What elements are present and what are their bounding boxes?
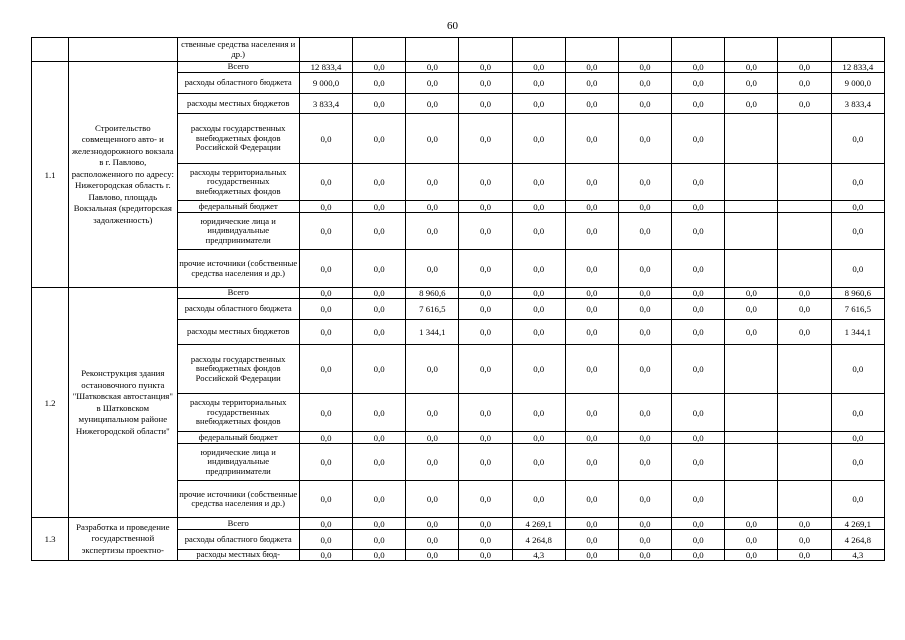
value-cell: 0,0 (565, 320, 618, 345)
value-cell: 0,0 (353, 94, 406, 114)
value-cell: 0,0 (618, 444, 671, 481)
value-cell: 4,3 (831, 550, 884, 561)
page-number: 60 (447, 20, 458, 32)
value-cell: 0,0 (831, 213, 884, 250)
value-cell: 0,0 (565, 62, 618, 73)
value-cell (725, 201, 778, 213)
value-cell: 0,0 (353, 444, 406, 481)
value-cell: 0,0 (353, 299, 406, 320)
value-cell: 0,0 (299, 518, 352, 530)
value-cell: 12 833,4 (831, 62, 884, 73)
value-cell: 0,0 (353, 114, 406, 164)
table-row (32, 38, 885, 62)
section-name: Реконструкция здания остановочного пункта "Шатковская автостанция" в Шатковском муниципальном районе Нижегородской области" (69, 288, 177, 518)
value-cell: 0,0 (353, 201, 406, 213)
source-label: прочие источники (собственные средства населения и др.) (177, 250, 299, 288)
table-row (32, 62, 885, 73)
value-cell: 0,0 (565, 250, 618, 288)
value-cell: 0,0 (672, 394, 725, 432)
value-cell: 0,0 (353, 481, 406, 518)
value-cell: 0,0 (618, 164, 671, 201)
value-cell: 0,0 (512, 299, 565, 320)
value-cell: 0,0 (459, 530, 512, 550)
value-cell: 0,0 (778, 320, 831, 345)
value-cell: 0,0 (299, 432, 352, 444)
value-cell (353, 38, 406, 62)
value-cell: 0,0 (565, 94, 618, 114)
value-cell (512, 38, 565, 62)
value-cell: 0,0 (299, 345, 352, 394)
value-cell: 0,0 (618, 73, 671, 94)
value-cell: 0,0 (618, 481, 671, 518)
value-cell: 0,0 (512, 94, 565, 114)
value-cell (778, 164, 831, 201)
value-cell: 0,0 (406, 345, 459, 394)
value-cell: 0,0 (565, 288, 618, 299)
value-cell: 0,0 (299, 444, 352, 481)
value-cell (725, 345, 778, 394)
value-cell: 0,0 (672, 481, 725, 518)
value-cell: 0,0 (672, 62, 725, 73)
value-cell: 0,0 (512, 73, 565, 94)
value-cell (778, 481, 831, 518)
value-cell: 0,0 (618, 62, 671, 73)
value-cell: 0,0 (459, 250, 512, 288)
value-cell: 0,0 (459, 432, 512, 444)
value-cell: 0,0 (512, 345, 565, 394)
source-label: расходы государственных внебюджетных фондов Российской Федерации (177, 345, 299, 394)
value-cell: 0,0 (299, 114, 352, 164)
value-cell: 0,0 (725, 320, 778, 345)
value-cell: 0,0 (512, 201, 565, 213)
value-cell: 0,0 (725, 62, 778, 73)
value-cell: 0,0 (778, 73, 831, 94)
value-cell: 4 269,1 (831, 518, 884, 530)
value-cell: 0,0 (565, 201, 618, 213)
value-cell: 0,0 (831, 201, 884, 213)
value-cell (725, 213, 778, 250)
value-cell: 0,0 (406, 481, 459, 518)
value-cell: 0,0 (831, 432, 884, 444)
value-cell: 0,0 (512, 213, 565, 250)
value-cell (406, 38, 459, 62)
value-cell: 0,0 (565, 530, 618, 550)
value-cell: 0,0 (565, 164, 618, 201)
value-cell: 0,0 (672, 550, 725, 561)
value-cell: 0,0 (353, 432, 406, 444)
source-label: Всего (177, 62, 299, 73)
value-cell: 0,0 (406, 444, 459, 481)
value-cell: 0,0 (353, 518, 406, 530)
value-cell: 0,0 (299, 550, 352, 561)
value-cell: 9 000,0 (299, 73, 352, 94)
value-cell: 4 269,1 (512, 518, 565, 530)
value-cell: 0,0 (725, 73, 778, 94)
value-cell: 0,0 (406, 250, 459, 288)
value-cell: 0,0 (353, 550, 406, 561)
value-cell: 0,0 (459, 320, 512, 345)
value-cell: 0,0 (299, 250, 352, 288)
value-cell: 0,0 (778, 550, 831, 561)
value-cell: 0,0 (353, 62, 406, 73)
value-cell: 0,0 (725, 518, 778, 530)
value-cell: 0,0 (353, 250, 406, 288)
value-cell (725, 164, 778, 201)
value-cell: 0,0 (459, 288, 512, 299)
value-cell: 12 833,4 (299, 62, 352, 73)
value-cell: 0,0 (512, 320, 565, 345)
value-cell: 0,0 (299, 201, 352, 213)
value-cell: 8 960,6 (406, 288, 459, 299)
value-cell: 0,0 (831, 164, 884, 201)
value-cell: 0,0 (406, 94, 459, 114)
value-cell (725, 432, 778, 444)
source-label: федеральный бюджет (177, 201, 299, 213)
value-cell: 0,0 (725, 94, 778, 114)
value-cell (778, 201, 831, 213)
value-cell: 0,0 (406, 164, 459, 201)
value-cell: 0,0 (406, 550, 459, 561)
source-label: Всего (177, 288, 299, 299)
value-cell (565, 38, 618, 62)
value-cell: 1 344,1 (831, 320, 884, 345)
value-cell: 0,0 (353, 345, 406, 394)
value-cell: 0,0 (299, 299, 352, 320)
value-cell: 0,0 (459, 164, 512, 201)
value-cell: 0,0 (406, 201, 459, 213)
value-cell: 0,0 (459, 550, 512, 561)
value-cell: 0,0 (565, 299, 618, 320)
source-label: прочие источники (собственные средства населения и др.) (177, 481, 299, 518)
value-cell: 0,0 (406, 518, 459, 530)
value-cell: 0,0 (672, 530, 725, 550)
value-cell: 0,0 (299, 320, 352, 345)
value-cell: 0,0 (831, 394, 884, 432)
source-label: юридические лица и индивидуальные предприниматели (177, 444, 299, 481)
value-cell: 0,0 (778, 530, 831, 550)
value-cell: 0,0 (353, 73, 406, 94)
value-cell: 0,0 (512, 481, 565, 518)
value-cell: 0,0 (672, 213, 725, 250)
value-cell: 0,0 (672, 432, 725, 444)
value-cell: 0,0 (406, 73, 459, 94)
value-cell: 0,0 (406, 530, 459, 550)
source-label: федеральный бюджет (177, 432, 299, 444)
source-label: расходы государственных внебюджетных фондов Российской Федерации (177, 114, 299, 164)
value-cell (725, 444, 778, 481)
value-cell: 0,0 (618, 432, 671, 444)
value-cell: 0,0 (299, 394, 352, 432)
value-cell: 0,0 (618, 550, 671, 561)
value-cell (725, 394, 778, 432)
value-cell: 0,0 (618, 518, 671, 530)
value-cell (672, 38, 725, 62)
value-cell: 4 264,8 (831, 530, 884, 550)
value-cell (778, 250, 831, 288)
value-cell: 0,0 (618, 394, 671, 432)
value-cell: 0,0 (512, 164, 565, 201)
cell-name (69, 38, 177, 62)
table-row (32, 518, 885, 530)
value-cell: 0,0 (353, 213, 406, 250)
value-cell: 0,0 (459, 518, 512, 530)
value-cell: 3 833,4 (831, 94, 884, 114)
value-cell: 0,0 (725, 550, 778, 561)
value-cell: 0,0 (831, 345, 884, 394)
value-cell: 0,0 (672, 164, 725, 201)
section-name: Строительство совмещенного авто- и железнодорожного вокзала в г. Павлово, расположенного по адресу: Нижегородская область г. Павлово, площадь Вокзальная (кредиторская задолженность) (69, 62, 177, 288)
value-cell (459, 38, 512, 62)
value-cell: 0,0 (565, 481, 618, 518)
value-cell (725, 38, 778, 62)
source-label: расходы местных бюджетов (177, 320, 299, 345)
value-cell: 0,0 (299, 288, 352, 299)
value-cell: 0,0 (672, 201, 725, 213)
value-cell: 0,0 (778, 299, 831, 320)
value-cell: 0,0 (512, 288, 565, 299)
value-cell (831, 38, 884, 62)
value-cell: 0,0 (459, 94, 512, 114)
section-number: 1.1 (32, 62, 69, 288)
value-cell: 0,0 (672, 320, 725, 345)
value-cell (778, 444, 831, 481)
value-cell: 0,0 (618, 288, 671, 299)
value-cell: 0,0 (618, 94, 671, 114)
value-cell: 0,0 (406, 432, 459, 444)
value-cell: 0,0 (459, 444, 512, 481)
source-label: расходы территориальных государственных внебюджетных фондов (177, 394, 299, 432)
value-cell: 0,0 (778, 518, 831, 530)
section-name: Разработка и проведение государственной экспертизы проектно- (69, 518, 177, 561)
value-cell: 3 833,4 (299, 94, 352, 114)
cell-num (32, 38, 69, 62)
value-cell: 0,0 (778, 62, 831, 73)
value-cell (778, 394, 831, 432)
value-cell (299, 38, 352, 62)
value-cell: 0,0 (672, 288, 725, 299)
source-label: юридические лица и индивидуальные предприниматели (177, 213, 299, 250)
value-cell: 8 960,6 (831, 288, 884, 299)
source-label: Всего (177, 518, 299, 530)
value-cell: 0,0 (459, 62, 512, 73)
value-cell: 0,0 (618, 250, 671, 288)
value-cell: 0,0 (672, 94, 725, 114)
value-cell: 0,0 (618, 299, 671, 320)
section-number: 1.3 (32, 518, 69, 561)
value-cell (725, 114, 778, 164)
value-cell: 0,0 (672, 250, 725, 288)
value-cell: 0,0 (831, 481, 884, 518)
value-cell: 0,0 (353, 320, 406, 345)
value-cell: 0,0 (299, 164, 352, 201)
source-label: расходы территориальных государственных внебюджетных фондов (177, 164, 299, 201)
value-cell: 0,0 (672, 299, 725, 320)
value-cell (725, 250, 778, 288)
value-cell: 0,0 (618, 320, 671, 345)
value-cell: 0,0 (672, 114, 725, 164)
value-cell: 0,0 (831, 444, 884, 481)
value-cell: 0,0 (831, 250, 884, 288)
value-cell: 9 000,0 (831, 73, 884, 94)
value-cell: 4,3 (512, 550, 565, 561)
value-cell: 0,0 (459, 394, 512, 432)
value-cell: 0,0 (299, 213, 352, 250)
value-cell: 0,0 (353, 288, 406, 299)
value-cell: 0,0 (406, 62, 459, 73)
value-cell: 0,0 (778, 94, 831, 114)
value-cell: 0,0 (459, 73, 512, 94)
value-cell: 4 264,8 (512, 530, 565, 550)
value-cell: 0,0 (565, 114, 618, 164)
value-cell: 0,0 (459, 481, 512, 518)
value-cell: 0,0 (512, 114, 565, 164)
value-cell: 0,0 (512, 62, 565, 73)
source-label: ственные средства населения и др.) (177, 38, 299, 62)
value-cell: 0,0 (565, 73, 618, 94)
value-cell: 0,0 (672, 444, 725, 481)
value-cell: 7 616,5 (406, 299, 459, 320)
value-cell: 0,0 (565, 444, 618, 481)
table-body (32, 38, 885, 561)
value-cell: 0,0 (299, 530, 352, 550)
value-cell: 0,0 (565, 550, 618, 561)
value-cell: 0,0 (618, 114, 671, 164)
value-cell: 0,0 (672, 345, 725, 394)
source-label: расходы местных бюд- (177, 550, 299, 561)
value-cell: 0,0 (406, 394, 459, 432)
value-cell: 0,0 (618, 213, 671, 250)
source-label: расходы областного бюджета (177, 299, 299, 320)
value-cell (778, 114, 831, 164)
value-cell: 0,0 (725, 299, 778, 320)
value-cell: 0,0 (512, 444, 565, 481)
value-cell: 0,0 (459, 201, 512, 213)
value-cell: 0,0 (565, 345, 618, 394)
value-cell: 0,0 (725, 530, 778, 550)
value-cell: 0,0 (565, 213, 618, 250)
value-cell: 0,0 (459, 213, 512, 250)
value-cell: 0,0 (831, 114, 884, 164)
value-cell: 0,0 (512, 394, 565, 432)
value-cell (778, 432, 831, 444)
value-cell: 0,0 (778, 288, 831, 299)
budget-table (31, 37, 885, 561)
value-cell: 0,0 (618, 201, 671, 213)
value-cell: 0,0 (299, 481, 352, 518)
value-cell (778, 38, 831, 62)
table-row (32, 288, 885, 299)
value-cell: 0,0 (618, 530, 671, 550)
value-cell: 0,0 (459, 114, 512, 164)
value-cell: 0,0 (565, 432, 618, 444)
value-cell: 0,0 (565, 518, 618, 530)
value-cell: 0,0 (406, 213, 459, 250)
value-cell: 0,0 (459, 299, 512, 320)
value-cell: 0,0 (512, 250, 565, 288)
source-label: расходы областного бюджета (177, 73, 299, 94)
source-label: расходы местных бюджетов (177, 94, 299, 114)
value-cell: 0,0 (353, 164, 406, 201)
value-cell: 0,0 (672, 73, 725, 94)
value-cell: 1 344,1 (406, 320, 459, 345)
value-cell: 0,0 (672, 518, 725, 530)
value-cell: 7 616,5 (831, 299, 884, 320)
value-cell: 0,0 (725, 288, 778, 299)
value-cell (618, 38, 671, 62)
value-cell (778, 213, 831, 250)
value-cell: 0,0 (618, 345, 671, 394)
section-number: 1.2 (32, 288, 69, 518)
value-cell (725, 481, 778, 518)
value-cell: 0,0 (565, 394, 618, 432)
value-cell: 0,0 (353, 530, 406, 550)
value-cell (778, 345, 831, 394)
value-cell: 0,0 (459, 345, 512, 394)
value-cell: 0,0 (353, 394, 406, 432)
value-cell: 0,0 (406, 114, 459, 164)
source-label: расходы областного бюджета (177, 530, 299, 550)
value-cell: 0,0 (512, 432, 565, 444)
